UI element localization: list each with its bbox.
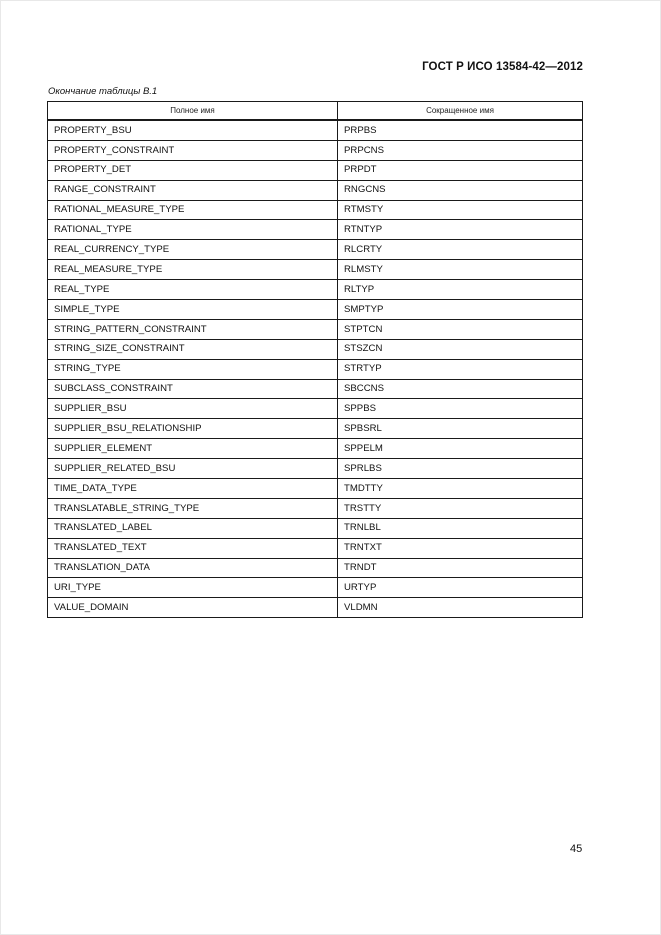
full-name-cell: TRANSLATABLE_STRING_TYPE	[48, 498, 338, 518]
full-name-cell: SUPPLIER_BSU	[48, 399, 338, 419]
standard-header: ГОСТ Р ИСО 13584-42—2012	[422, 61, 583, 73]
full-name-cell: RATIONAL_TYPE	[48, 220, 338, 240]
full-name-cell: SUBCLASS_CONSTRAINT	[48, 379, 338, 399]
short-name-cell: TRNDT	[338, 558, 583, 578]
column-header-short-name: Сокращенное имя	[338, 102, 583, 121]
column-header-full-name: Полное имя	[48, 102, 338, 121]
short-name-cell: SPPBS	[338, 399, 583, 419]
short-name-cell: SBCCNS	[338, 379, 583, 399]
table-row	[48, 459, 583, 479]
table-row	[48, 379, 583, 399]
table-row	[48, 120, 583, 140]
table-row	[48, 578, 583, 598]
full-name-cell: PROPERTY_CONSTRAINT	[48, 140, 338, 160]
full-name-cell: STRING_SIZE_CONSTRAINT	[48, 339, 338, 359]
short-name-cell: TRNLBL	[338, 518, 583, 538]
full-name-cell: STRING_TYPE	[48, 359, 338, 379]
table-header-row	[48, 102, 583, 121]
table-row	[48, 339, 583, 359]
table-row	[48, 359, 583, 379]
full-name-cell: REAL_TYPE	[48, 280, 338, 300]
full-name-cell: REAL_MEASURE_TYPE	[48, 260, 338, 280]
table-row	[48, 598, 583, 618]
table-row	[48, 280, 583, 300]
short-name-cell: URTYP	[338, 578, 583, 598]
table-row	[48, 479, 583, 499]
short-name-cell: RTNTYP	[338, 220, 583, 240]
short-name-cell: PRPDT	[338, 160, 583, 180]
table-row	[48, 220, 583, 240]
short-name-cell: SMPTYP	[338, 300, 583, 320]
short-name-cell: TRSTTY	[338, 498, 583, 518]
table-row	[48, 260, 583, 280]
short-name-cell: RLMSTY	[338, 260, 583, 280]
table-row	[48, 160, 583, 180]
full-name-cell: RANGE_CONSTRAINT	[48, 180, 338, 200]
short-name-cell: RLTYP	[338, 280, 583, 300]
table-caption: Окончание таблицы B.1	[48, 86, 158, 97]
short-name-cell: STPTCN	[338, 319, 583, 339]
short-name-cell: VLDMN	[338, 598, 583, 618]
table-row	[48, 439, 583, 459]
full-name-cell: PROPERTY_DET	[48, 160, 338, 180]
short-name-cell: STRTYP	[338, 359, 583, 379]
full-name-cell: SUPPLIER_RELATED_BSU	[48, 459, 338, 479]
table-row	[48, 498, 583, 518]
full-name-cell: TRANSLATION_DATA	[48, 558, 338, 578]
table-row	[48, 180, 583, 200]
full-name-cell: RATIONAL_MEASURE_TYPE	[48, 200, 338, 220]
full-name-cell: VALUE_DOMAIN	[48, 598, 338, 618]
full-name-cell: PROPERTY_BSU	[48, 120, 338, 140]
abbreviation-table	[47, 101, 583, 618]
short-name-cell: RNGCNS	[338, 180, 583, 200]
full-name-cell: TRANSLATED_LABEL	[48, 518, 338, 538]
table-row	[48, 518, 583, 538]
full-name-cell: REAL_CURRENCY_TYPE	[48, 240, 338, 260]
short-name-cell: PRPCNS	[338, 140, 583, 160]
short-name-cell: SPPELM	[338, 439, 583, 459]
table-row	[48, 399, 583, 419]
table-row	[48, 419, 583, 439]
table-row	[48, 319, 583, 339]
full-name-cell: SUPPLIER_BSU_RELATIONSHIP	[48, 419, 338, 439]
table-row	[48, 538, 583, 558]
short-name-cell: PRPBS	[338, 120, 583, 140]
full-name-cell: TRANSLATED_TEXT	[48, 538, 338, 558]
short-name-cell: RLCRTY	[338, 240, 583, 260]
full-name-cell: SIMPLE_TYPE	[48, 300, 338, 320]
table-row	[48, 240, 583, 260]
full-name-cell: SUPPLIER_ELEMENT	[48, 439, 338, 459]
short-name-cell: RTMSTY	[338, 200, 583, 220]
page-number: 45	[570, 843, 583, 855]
short-name-cell: TRNTXT	[338, 538, 583, 558]
full-name-cell: STRING_PATTERN_CONSTRAINT	[48, 319, 338, 339]
table-row	[48, 300, 583, 320]
table-body	[48, 120, 583, 618]
short-name-cell: TMDTTY	[338, 479, 583, 499]
full-name-cell: URI_TYPE	[48, 578, 338, 598]
table-row	[48, 200, 583, 220]
table-row	[48, 140, 583, 160]
short-name-cell: SPRLBS	[338, 459, 583, 479]
full-name-cell: TIME_DATA_TYPE	[48, 479, 338, 499]
short-name-cell: SPBSRL	[338, 419, 583, 439]
short-name-cell: STSZCN	[338, 339, 583, 359]
table-row	[48, 558, 583, 578]
